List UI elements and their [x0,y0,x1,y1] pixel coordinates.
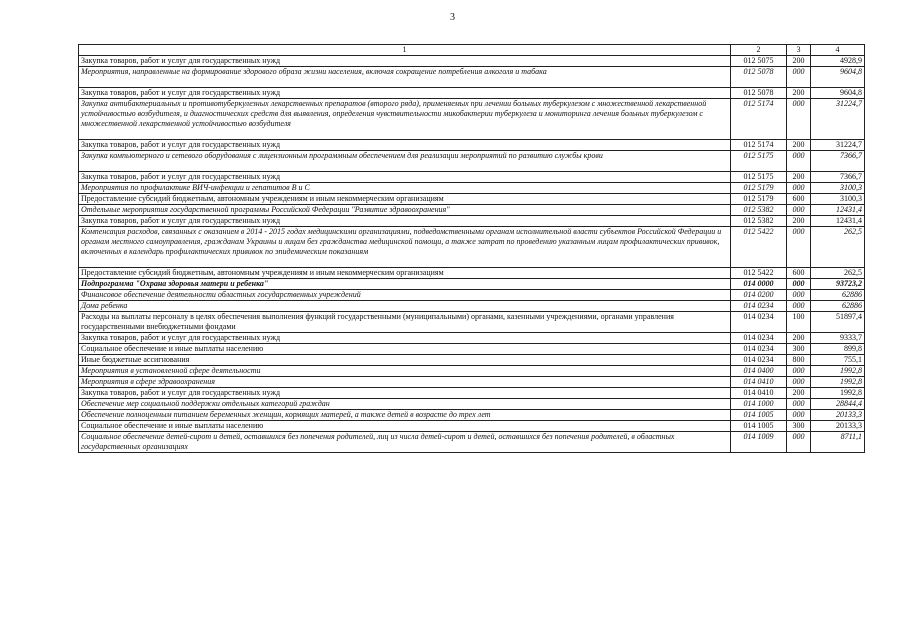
row-expense-type: 200 [787,140,811,151]
row-code: 012 5422 [731,268,787,279]
row-code: 014 0410 [731,377,787,388]
row-code: 012 5078 [731,67,787,88]
row-code: 014 1009 [731,432,787,453]
row-code: 014 0234 [731,301,787,312]
row-code: 014 1005 [731,410,787,421]
row-code: 012 5382 [731,205,787,216]
row-expense-type: 600 [787,268,811,279]
row-description: Социальное обеспечение и иные выплаты населению [79,421,731,432]
table-row [79,183,865,194]
row-expense-type: 000 [787,67,811,88]
row-amount: 3100,3 [811,183,865,194]
row-expense-type: 000 [787,377,811,388]
table-row [79,88,865,99]
table-row [79,355,865,366]
row-description: Закупка товаров, работ и услуг для государственных нужд [79,216,731,227]
row-expense-type: 000 [787,366,811,377]
table-row [79,99,865,140]
row-description: Закупка товаров, работ и услуг для государственных нужд [79,333,731,344]
table-header-row [79,45,865,56]
table-row [79,172,865,183]
table-row [79,344,865,355]
row-amount: 62886 [811,301,865,312]
row-amount: 31224,7 [811,99,865,140]
row-amount: 9333,7 [811,333,865,344]
table-row [79,227,865,268]
table-row [79,205,865,216]
row-amount: 12431,4 [811,216,865,227]
row-description: Мероприятия по профилактике ВИЧ-инфекции и гепатитов В и С [79,183,731,194]
table-row [79,377,865,388]
table-row [79,410,865,421]
row-code: 012 5075 [731,56,787,67]
row-code: 012 5175 [731,172,787,183]
table-row [79,432,865,453]
row-description: Обеспечение полноценным питанием беременных женщин, кормящих матерей, а также детей в возрасте до трех лет [79,410,731,421]
row-description: Закупка товаров, работ и услуг для государственных нужд [79,56,731,67]
row-description: Отдельные мероприятия государственной программы Российской Федерации "Развитие здравоохранения" [79,205,731,216]
row-code: 014 0234 [731,333,787,344]
row-amount: 1992,8 [811,388,865,399]
row-code: 012 5078 [731,88,787,99]
row-code: 012 5174 [731,99,787,140]
row-description: Социальное обеспечение детей-сирот и детей, оставшихся без попечения родителей, лиц из числа детей-сирот и детей, оставшихся без попечения родителей, в областных государственных организациях [79,432,731,453]
row-expense-type: 300 [787,344,811,355]
table-row [79,194,865,205]
row-expense-type: 200 [787,88,811,99]
row-amount: 62886 [811,290,865,301]
table-row [79,366,865,377]
row-expense-type: 000 [787,290,811,301]
row-expense-type: 000 [787,279,811,290]
row-amount: 8711,1 [811,432,865,453]
row-code: 014 0234 [731,312,787,333]
row-expense-type: 300 [787,421,811,432]
row-amount: 9604,8 [811,67,865,88]
row-description: Мероприятия в установленной сфере деятельности [79,366,731,377]
row-expense-type: 600 [787,194,811,205]
row-amount: 51897,4 [811,312,865,333]
row-amount: 3100,3 [811,194,865,205]
table-row [79,279,865,290]
table-row [79,333,865,344]
header-col-type: 3 [787,45,811,56]
table-row [79,268,865,279]
row-expense-type: 200 [787,388,811,399]
row-description: Предоставление субсидий бюджетным, автономным учреждениям и иным некоммерческим организациям [79,268,731,279]
row-description: Компенсация расходов, связанных с оказанием в 2014 - 2015 годах медицинскими организациями, подведомственными органам исполнительной власти субъектов Российской Федерации и органам местного самоуправления, гражданам Украины и лицам без гражданства медицинской помощи, а также затрат по проведению указанным лицам профилактических прививок, включенных в календарь профилактических прививок по эпидемическим показаниям [79,227,731,268]
row-expense-type: 200 [787,172,811,183]
row-amount: 31224,7 [811,140,865,151]
budget-table [78,44,865,453]
row-amount: 755,1 [811,355,865,366]
table-row [79,151,865,172]
table-row [79,301,865,312]
row-expense-type: 000 [787,410,811,421]
row-expense-type: 000 [787,399,811,410]
row-expense-type: 800 [787,355,811,366]
table-row [79,216,865,227]
table-row [79,140,865,151]
row-code: 012 5175 [731,151,787,172]
row-code: 012 5422 [731,227,787,268]
row-code: 012 5382 [731,216,787,227]
row-amount: 4928,9 [811,56,865,67]
row-description: Иные бюджетные ассигнования [79,355,731,366]
row-amount: 899,8 [811,344,865,355]
row-description: Финансовое обеспечение деятельности областных государственных учреждений [79,290,731,301]
row-description: Подпрограмма "Охрана здоровья матери и ребенка" [79,279,731,290]
row-code: 014 0410 [731,388,787,399]
row-amount: 7366,7 [811,172,865,183]
page-number: 3 [450,12,455,23]
table-body [79,56,865,453]
row-amount: 28844,4 [811,399,865,410]
row-amount: 1992,8 [811,377,865,388]
table-row [79,56,865,67]
header-col-code: 2 [731,45,787,56]
row-code: 014 0200 [731,290,787,301]
row-code: 014 1000 [731,399,787,410]
row-expense-type: 000 [787,301,811,312]
row-amount: 12431,4 [811,205,865,216]
row-expense-type: 200 [787,216,811,227]
row-description: Закупка антибактериальных и противотуберкулезных лекарственных препаратов (второго ряда), применяемых при лечении больных туберкулезом с множественной лекарственной устойчивостью возбудителя, и диагностических средств для выявления, определения чувствительности микобактерии туберкулеза и мониторинга лечения больных туберкулезом с множественной лекарственной устойчивостью возбудителя [79,99,731,140]
row-amount: 93723,2 [811,279,865,290]
row-code: 012 5179 [731,183,787,194]
row-code: 012 5179 [731,194,787,205]
row-code: 014 0000 [731,279,787,290]
row-expense-type: 000 [787,99,811,140]
row-description: Дома ребенка [79,301,731,312]
row-amount: 1992,8 [811,366,865,377]
row-amount: 7366,7 [811,151,865,172]
row-amount: 20133,3 [811,410,865,421]
table-row [79,388,865,399]
row-description: Социальное обеспечение и иные выплаты населению [79,344,731,355]
row-amount: 9604,8 [811,88,865,99]
row-expense-type: 100 [787,312,811,333]
row-code: 014 0400 [731,366,787,377]
row-expense-type: 000 [787,183,811,194]
row-description: Расходы на выплаты персоналу в целях обеспечения выполнения функций государственными (муниципальными) органами, казенными учреждениями, органами управления государственными внебюджетными фондами [79,312,731,333]
row-description: Закупка товаров, работ и услуг для государственных нужд [79,88,731,99]
row-description: Закупка товаров, работ и услуг для государственных нужд [79,172,731,183]
row-description: Закупка товаров, работ и услуг для государственных нужд [79,388,731,399]
table-row [79,290,865,301]
row-amount: 262,5 [811,227,865,268]
row-code: 014 1005 [731,421,787,432]
row-amount: 20133,3 [811,421,865,432]
table-row [79,399,865,410]
table-row [79,421,865,432]
table-row [79,312,865,333]
row-description: Обеспечение мер социальной поддержки отдельных категорий граждан [79,399,731,410]
row-description: Закупка компьютерного и сетевого оборудования с лицензионным программным обеспечением для реализации мероприятий по развитию службы крови [79,151,731,172]
row-expense-type: 200 [787,56,811,67]
table-row [79,67,865,88]
row-code: 014 0234 [731,344,787,355]
header-col-amount: 4 [811,45,865,56]
row-description: Мероприятия, направленные на формирование здорового образа жизни населения, включая сокращение потребления алкоголя и табака [79,67,731,88]
row-description: Предоставление субсидий бюджетным, автономным учреждениям и иным некоммерческим организациям [79,194,731,205]
row-amount: 262,5 [811,268,865,279]
row-expense-type: 200 [787,333,811,344]
row-expense-type: 000 [787,151,811,172]
row-code: 012 5174 [731,140,787,151]
row-expense-type: 000 [787,432,811,453]
row-description: Мероприятия в сфере здравоохранения [79,377,731,388]
row-code: 014 0234 [731,355,787,366]
header-col-description: 1 [79,45,731,56]
row-expense-type: 000 [787,227,811,268]
row-description: Закупка товаров, работ и услуг для государственных нужд [79,140,731,151]
row-expense-type: 000 [787,205,811,216]
